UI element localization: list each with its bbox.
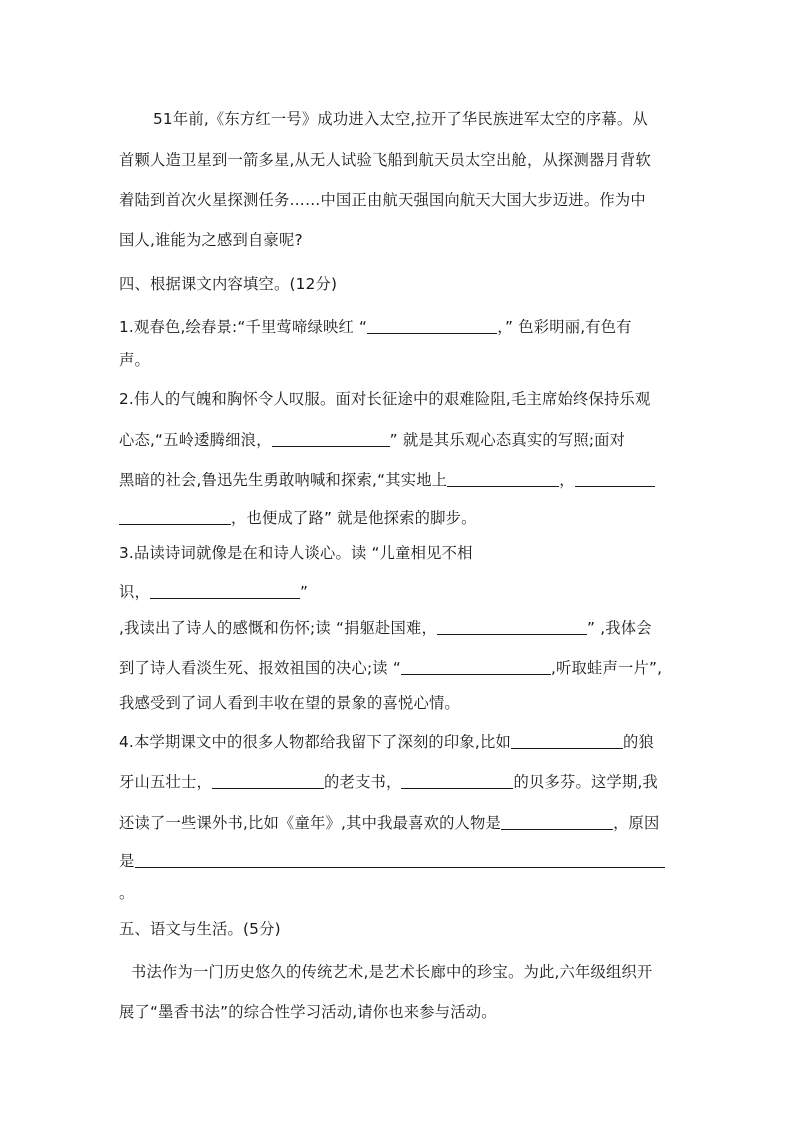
q2-blank-1[interactable]: [272, 430, 390, 447]
q2-line-2: [119, 430, 625, 450]
section-4-heading: 四、根据课文内容填空。(12分): [119, 275, 338, 293]
q3-text-d2: ,听取蛙声一片”,: [551, 659, 663, 677]
q3-blank-1[interactable]: [150, 582, 300, 599]
q3-line-1: 3.品读诗词就像是在和诗人谈心。读 “儿童相见不相: [119, 544, 473, 562]
q4-text-d: 是: [119, 852, 135, 870]
q3-text-c1: ,我读出了诗人的感慨和伤怀;读 “捐躯赴国难，: [119, 619, 438, 637]
q2-line-1: 2.伟人的气魄和胸怀令人叹服。面对长征途中的艰难险阻,毛主席始终保持乐观: [119, 390, 651, 408]
q3-line-4: [119, 658, 662, 678]
q3-text-b1: 识，: [119, 583, 150, 601]
q3-blank-2[interactable]: [437, 618, 587, 635]
q4-line-5: 。: [119, 884, 135, 902]
q1-line-1: [119, 317, 632, 337]
q3-text-b2: ”: [300, 583, 309, 601]
q2-blank-2[interactable]: [447, 470, 559, 487]
q4-line-2: [119, 772, 658, 792]
q4-text-b1: 牙山五壮士，: [119, 773, 212, 791]
q2-blank-3[interactable]: [575, 470, 655, 487]
q2-text-c1: 黑暗的社会,鲁迅先生勇敢呐喊和探索,“其实地上: [119, 471, 448, 489]
q2-text-b1: 心态,“五岭逶腾细浪，: [119, 431, 272, 449]
q4-line-3: [119, 813, 660, 833]
q1-blank-1[interactable]: [367, 317, 497, 334]
q4-blank-1[interactable]: [511, 732, 623, 749]
q4-blank-5[interactable]: [135, 851, 665, 868]
q4-blank-4[interactable]: [501, 813, 613, 830]
q2-text-b2: ” 就是其乐观心态真实的写照;面对: [389, 431, 626, 449]
q4-text-b3: 的贝多芬。这学期,我: [513, 773, 659, 791]
q4-text-a1: 4.本学期课文中的很多人物都给我留下了深刻的印象,比如: [119, 733, 511, 751]
q4-text-b2: 的老支书，: [323, 773, 402, 791]
q2-line-4: [119, 508, 477, 528]
q1-text-a: 1.观春色,绘春景:“千里莺啼绿映红 “: [119, 318, 368, 336]
q2-line-3: [119, 470, 655, 490]
q4-text-c2: ，原因: [613, 814, 660, 832]
intro-line-4: 国人,谁能为之感到自豪呢?: [119, 231, 303, 249]
intro-line-1: 51年前,《东方红一号》成功进入太空,拉开了华民族进军太空的序幕。从: [153, 110, 648, 128]
q4-text-c1: 还读了一些课外书,比如《童年》,其中我最喜欢的人物是: [119, 814, 502, 832]
section-5-line-1: 书法作为一门历史悠久的传统艺术,是艺术长廊中的珍宝。为此,六年级组织开: [131, 963, 653, 981]
q4-blank-2[interactable]: [212, 772, 324, 789]
q2-blank-3-cont[interactable]: [119, 508, 231, 525]
q3-line-5: 我感受到了词人看到丰收在望的景象的喜悦心情。: [119, 694, 460, 712]
q4-text-a2: 的狼: [622, 733, 654, 751]
section-5-heading: 五、语文与生活。(5分): [119, 920, 281, 938]
q3-line-3: [119, 618, 652, 638]
q4-blank-3[interactable]: [401, 772, 513, 789]
q3-text-d1: 到了诗人看淡生死、报效祖国的决心;读 “: [119, 659, 401, 677]
section-5-line-2: 展了“墨香书法”的综合性学习活动,请你也来参与活动。: [119, 1003, 497, 1021]
q3-line-2: [119, 582, 308, 602]
q1-line-2: 声。: [119, 351, 150, 369]
q4-line-4: [119, 851, 665, 871]
q2-text-c2: ，: [559, 471, 575, 489]
intro-line-3: 着陆到首次火星探测任务……中国正由航天强国向航天大国大步迈进。作为中: [119, 191, 646, 209]
q1-text-b: ，” 色彩明丽,有色有: [497, 318, 632, 336]
q4-line-1: [119, 732, 654, 752]
q3-text-c2: ” ,我体会: [587, 619, 652, 637]
intro-line-2: 首颗人造卫星到一箭多星,从无人试验飞船到航天员太空出舱，从探测器月背软: [119, 151, 651, 169]
q3-blank-3[interactable]: [401, 658, 551, 675]
q2-text-d: ，也便成了路” 就是他探索的脚步。: [231, 509, 477, 527]
